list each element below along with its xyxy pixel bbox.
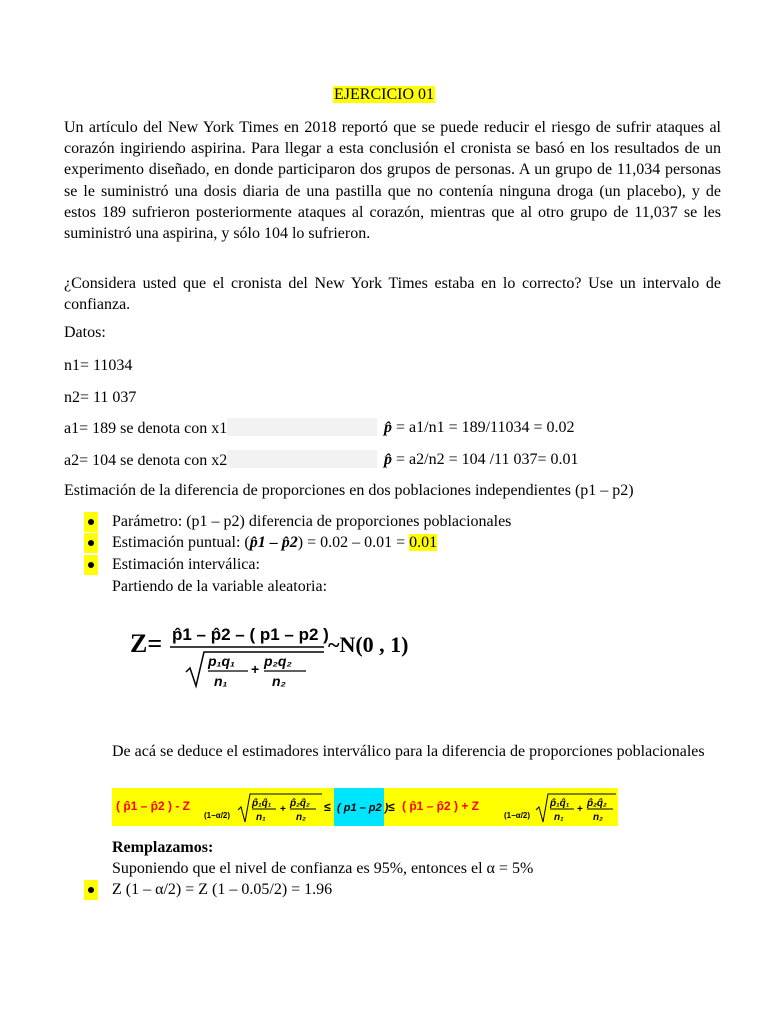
z-dist: ~N(0 , 1) (328, 632, 409, 657)
a1-line (64, 418, 377, 439)
estimation-heading: Estimación de la diferencia de proporciones en dos poblaciones independientes (p1 – p2) (64, 482, 634, 499)
a2-text: a2= 104 se denota con x2 (64, 452, 228, 469)
z-value-line: Z (1 – α/2) = Z (1 – 0.05/2) = 1.96 (112, 881, 333, 898)
bullet-marker (84, 533, 98, 553)
z-subscript: (1−α/2) (204, 811, 231, 820)
svg-text:n₂: n₂ (593, 812, 603, 823)
remplazamos-heading: Remplazamos: (112, 839, 214, 856)
z-n2: n₂ (272, 673, 286, 689)
title-wrap (0, 86, 768, 104)
bullet-marker (84, 880, 98, 900)
svg-text:p̂₁q̂₁: p̂₁q̂₁ (252, 798, 272, 809)
z-formula-graphic (128, 612, 448, 692)
z-p2q2: p₂q₂ (264, 653, 292, 669)
puntual-prefix: Estimación puntual: ( (112, 534, 250, 551)
p2-hat-value: = a2/n2 = 104 /11 037= 0.01 (396, 451, 579, 468)
p1-hat-value: = a1/n1 = 189/11034 = 0.02 (396, 419, 575, 436)
deduce-paragraph: De acá se deduce el estimadores interválico para la diferencia de proporciones poblacionales (112, 743, 705, 760)
interval-formula (112, 788, 618, 826)
a2-line (64, 450, 377, 471)
bullet-marker (84, 512, 98, 532)
z-numerator: p̂1 – p̂2 – ( p1 – p2 ) (172, 625, 329, 644)
bullet-marker (84, 555, 98, 575)
p1-hat-line (384, 418, 574, 438)
leq-right: ≤ (388, 800, 395, 814)
n1-line: n1= 11034 (64, 357, 133, 374)
svg-text:+: + (577, 804, 583, 815)
svg-text:(1−α/2): (1−α/2) (504, 811, 531, 820)
p-hat-symbol: p̂ (384, 419, 392, 436)
remplazamos-text: Suponiendo que el nivel de confianza es 95%, entonces el α = 5% (112, 860, 534, 877)
z-lhs: Z= (130, 629, 163, 658)
svg-text:n₁: n₁ (256, 812, 266, 823)
shade-block (227, 450, 377, 468)
puntual-result: 0.01 (409, 534, 438, 551)
leq-left: ≤ (324, 800, 331, 814)
svg-text:p̂₂q̂₂: p̂₂q̂₂ (290, 798, 310, 809)
z-n1: n₁ (214, 673, 228, 689)
puntual-expression: p̂1 – p̂2 (249, 534, 298, 551)
interval-formula-graphic (112, 788, 618, 826)
a1-text: a1= 189 se denota con x1 (64, 420, 228, 437)
svg-text:p̂₂q̂₂: p̂₂q̂₂ (587, 798, 607, 809)
question-paragraph: ¿Considera usted que el cronista del New York Times estaba en lo correcto? Use un intervalo de confianza. (64, 275, 721, 314)
shade-block (227, 418, 377, 436)
intro-paragraph: Un artículo del New York Times en 2018 reportó que se puede reducir el riesgo de sufrir ataques al corazón ingiriendo aspirina. Para llegar a esta conclusión el cronista se basó en los resultados de un experimento diseñado, en donde participaron dos grupos de personas. A un grupo de 11,034 personas se le suministró una dosis diaria de una pastilla que no contenía ninguna droga (un placebo), y de estos 189 sufrieron posteriormente ataques al corazón, mientras que al otro grupo de 11,037 se les suministró una aspirina, y sólo 104 lo sufrieron. (64, 119, 721, 243)
z-plus: + (251, 661, 260, 677)
datos-heading: Datos: (64, 324, 106, 341)
bullet-parametro: Parámetro: (p1 – p2) diferencia de proporciones poblacionales (112, 513, 512, 530)
svg-text:n₂: n₂ (296, 812, 306, 823)
bullet-intervalica: Estimación interválica: (112, 556, 260, 573)
svg-text:p̂₁q̂₁: p̂₁q̂₁ (550, 798, 570, 809)
interval-left: ( p̂1 – p̂2 ) - Z (116, 799, 191, 813)
exercise-title: EJERCICIO 01 (334, 86, 434, 103)
n2-line: n2= 11 037 (64, 389, 137, 406)
z-p1q1: p₁q₁ (208, 653, 235, 669)
bullet-puntual (112, 533, 437, 553)
p-hat-symbol: p̂ (384, 451, 392, 468)
puntual-mid: ) = 0.02 – 0.01 = (297, 534, 410, 551)
svg-text:n₁: n₁ (554, 812, 564, 823)
p2-hat-line (384, 450, 578, 470)
interval-middle: ( p1 – p2 ) (337, 802, 389, 814)
partiendo-text: Partiendo de la variable aleatoria: (112, 578, 328, 595)
z-formula (128, 612, 448, 692)
svg-text:+: + (280, 804, 286, 815)
interval-right: ( p̂1 – p̂2 ) + Z (402, 799, 480, 813)
